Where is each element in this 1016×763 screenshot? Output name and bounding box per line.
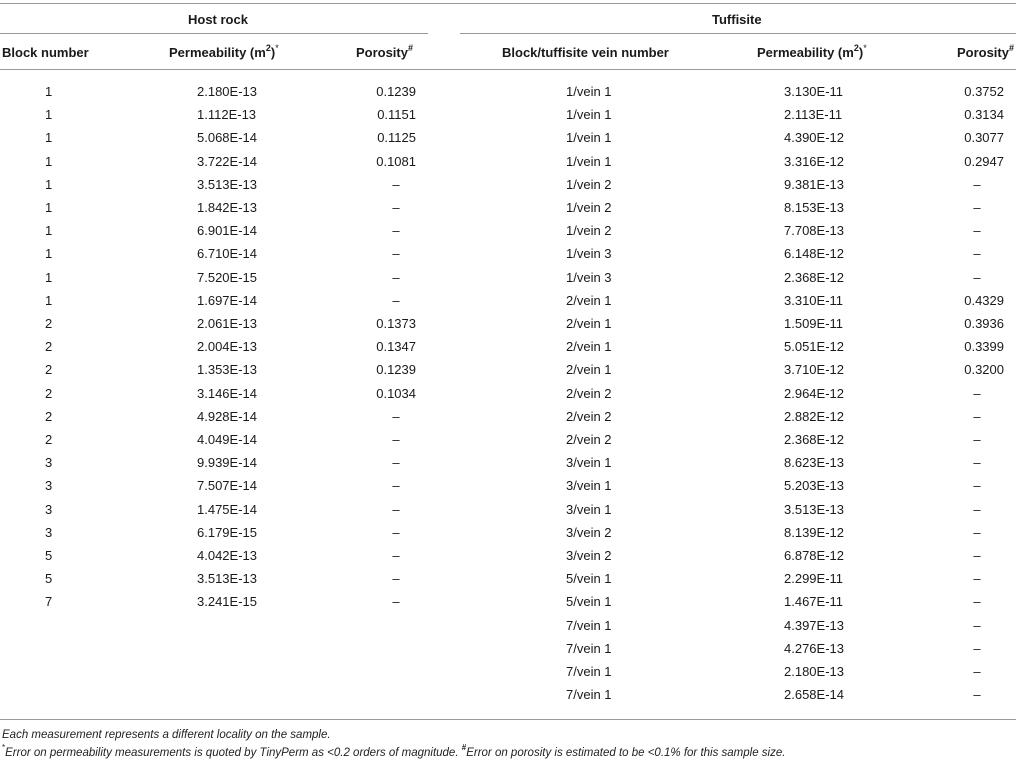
tuff-permeability-cell: 2.299E-11 <box>784 571 844 586</box>
tuff-permeability-cell: 5.051E-12 <box>784 339 844 354</box>
tuff-porosity-cell: – <box>973 571 981 586</box>
host-porosity-cell: 0.1081 <box>376 154 416 169</box>
host-rock-group-rule <box>0 33 428 34</box>
table-top-rule <box>0 3 1016 4</box>
tuff-block-vein-cell: 2/vein 2 <box>566 432 612 447</box>
tuff-block-vein-cell: 5/vein 1 <box>566 594 612 609</box>
tuff-block-vein-cell: 2/vein 2 <box>566 386 612 401</box>
host-permeability-cell: 6.901E-14 <box>197 223 257 238</box>
tuff-permeability-cell: 2.368E-12 <box>784 432 844 447</box>
tuff-porosity-cell: – <box>973 270 981 285</box>
tuff-porosity-cell: 0.3077 <box>964 130 1004 145</box>
tuff-permeability-cell: 2.658E-14 <box>784 687 844 702</box>
tuff-permeability-cell: 8.153E-13 <box>784 200 844 215</box>
host-porosity-cell: – <box>392 223 400 238</box>
host-porosity-cell: – <box>392 200 400 215</box>
host-block-number-cell: 2 <box>45 316 53 331</box>
host-porosity-cell: 0.1151 <box>377 107 416 122</box>
host-rock-group-header: Host rock <box>188 12 248 27</box>
host-block-number-cell: 1 <box>45 84 53 99</box>
tuff-porosity-cell: – <box>973 478 981 493</box>
host-block-number-cell: 5 <box>45 571 53 586</box>
tuff-porosity-cell: – <box>973 409 981 424</box>
host-porosity-cell: 0.1347 <box>376 339 416 354</box>
host-porosity-cell: – <box>392 455 400 470</box>
host-block-number-cell: 1 <box>45 246 53 261</box>
host-porosity-cell: – <box>392 594 400 609</box>
host-block-number-cell: 7 <box>45 594 53 609</box>
host-block-number-cell: 1 <box>45 130 53 145</box>
host-block-number-cell: 2 <box>45 362 53 377</box>
tuff-permeability-cell: 4.390E-12 <box>784 130 844 145</box>
host-permeability-cell: 1.353E-13 <box>197 362 257 377</box>
tuff-permeability-cell: 2.180E-13 <box>784 664 844 679</box>
host-porosity-cell: 0.1239 <box>376 362 416 377</box>
tuff-block-vein-cell: 2/vein 1 <box>566 293 612 308</box>
host-permeability-cell: 4.042E-13 <box>197 548 257 563</box>
tuff-block-vein-cell: 1/vein 1 <box>566 107 612 122</box>
tuff-block-vein-cell: 1/vein 2 <box>566 200 612 215</box>
tuff-porosity-cell: – <box>973 223 981 238</box>
host-permeability-cell: 3.513E-13 <box>197 177 257 192</box>
host-permeability-cell: 2.004E-13 <box>197 339 257 354</box>
host-permeability-cell: 2.061E-13 <box>197 316 257 331</box>
host-block-number-cell: 2 <box>45 432 53 447</box>
tuff-block-vein-cell: 1/vein 3 <box>566 246 612 261</box>
host-block-number-cell: 1 <box>45 270 53 285</box>
tuff-permeability-cell: 9.381E-13 <box>784 177 844 192</box>
host-block-number-cell: 5 <box>45 548 53 563</box>
host-porosity-cell: 0.1034 <box>376 386 416 401</box>
host-permeability-cell: 1.842E-13 <box>197 200 257 215</box>
tuff-block-vein-cell: 2/vein 1 <box>566 339 612 354</box>
tuff-block-vein-cell: 7/vein 1 <box>566 664 612 679</box>
tuff-block-vein-cell: 1/vein 3 <box>566 270 612 285</box>
tuff-porosity-cell: – <box>973 455 981 470</box>
tuff-porosity-cell: – <box>973 664 981 679</box>
tuff-block-vein-cell: 1/vein 1 <box>566 130 612 145</box>
tuff-block-vein-cell: 2/vein 2 <box>566 409 612 424</box>
host-porosity-cell: – <box>392 246 400 261</box>
host-permeability-cell: 4.049E-14 <box>197 432 257 447</box>
tuff-porosity-cell: 0.2947 <box>964 154 1004 169</box>
tuff-porosity-cell: – <box>973 386 981 401</box>
tuff-porosity-cell: 0.3399 <box>964 339 1004 354</box>
tuff-permeability-cell: 4.397E-13 <box>784 618 844 633</box>
tuff-block-vein-cell: 3/vein 1 <box>566 455 612 470</box>
host-porosity-cell: 0.1125 <box>377 130 416 145</box>
tuff-block-vein-cell: 5/vein 1 <box>566 571 612 586</box>
host-permeability-cell: 3.722E-14 <box>197 154 257 169</box>
host-permeability-cell: 7.520E-15 <box>197 270 257 285</box>
tuff-permeability-cell: 1.509E-11 <box>784 316 844 331</box>
host-block-number-cell: 3 <box>45 455 53 470</box>
tuff-permeability-cell: 3.310E-11 <box>784 293 844 308</box>
host-block-number-cell: 3 <box>45 525 53 540</box>
tuff-permeability-cell: 3.316E-12 <box>784 154 844 169</box>
tuff-permeability-cell: 3.710E-12 <box>784 362 844 377</box>
tuff-porosity-cell: – <box>973 594 981 609</box>
footnote-locality: Each measurement represents a different locality on the sample. <box>2 729 331 741</box>
tuff-block-vein-cell: 1/vein 1 <box>566 154 612 169</box>
tuff-porosity-cell: – <box>973 687 981 702</box>
tuff-permeability-cell: 5.203E-13 <box>784 478 844 493</box>
header-bottom-rule <box>0 69 1016 70</box>
tuff-permeability-cell: 3.130E-11 <box>784 84 844 99</box>
host-block-number-cell: 2 <box>45 409 53 424</box>
host-block-number-cell: 3 <box>45 502 53 517</box>
tuff-permeability-header: Permeability $(m^2)^*$ <box>757 42 867 60</box>
tuff-block-vein-cell: 3/vein 1 <box>566 478 612 493</box>
tuff-permeability-cell: 6.878E-12 <box>784 548 844 563</box>
host-porosity-cell: – <box>392 432 400 447</box>
host-block-number-cell: 1 <box>45 200 53 215</box>
host-block-number-cell: 1 <box>45 223 53 238</box>
tuff-block-vein-cell: 1/vein 1 <box>566 84 612 99</box>
host-porosity-cell: – <box>392 548 400 563</box>
host-permeability-cell: 9.939E-14 <box>197 455 257 470</box>
tuff-block-vein-cell: 3/vein 1 <box>566 502 612 517</box>
host-porosity-cell: – <box>392 177 400 192</box>
tuff-porosity-cell: – <box>973 525 981 540</box>
tuff-porosity-cell: – <box>973 432 981 447</box>
host-permeability-cell: 3.241E-15 <box>197 594 257 609</box>
tuff-block-vein-cell: 3/vein 2 <box>566 525 612 540</box>
footnote-errors: *Error on permeability measurements is quoted by TinyPerm as <0.2 orders of magnitude. #Error on porosity is estimated to be <0.1% for this sample size. <box>2 743 786 759</box>
host-permeability-cell: 7.507E-14 <box>197 478 257 493</box>
tuff-block-vein-cell: 7/vein 1 <box>566 687 612 702</box>
tuff-porosity-cell: – <box>973 200 981 215</box>
tuff-porosity-cell: – <box>973 618 981 633</box>
tuffisite-group-rule <box>460 33 1016 34</box>
tuff-block-vein-cell: 7/vein 1 <box>566 618 612 633</box>
host-permeability-cell: 2.180E-13 <box>197 84 257 99</box>
host-porosity-cell: – <box>392 409 400 424</box>
tuff-porosity-cell: 0.3134 <box>964 107 1004 122</box>
tuff-porosity-cell: – <box>973 246 981 261</box>
tuff-block-vein-cell: 1/vein 2 <box>566 223 612 238</box>
tuff-permeability-cell: 2.882E-12 <box>784 409 844 424</box>
host-permeability-cell: 3.146E-14 <box>197 386 257 401</box>
host-porosity-cell: – <box>392 270 400 285</box>
host-permeability-cell: 1.475E-14 <box>197 502 257 517</box>
host-porosity-cell: 0.1373 <box>376 316 416 331</box>
host-permeability-cell: 6.179E-15 <box>197 525 257 540</box>
host-permeability-cell: 4.928E-14 <box>197 409 257 424</box>
tuff-permeability-cell: 7.708E-13 <box>784 223 844 238</box>
host-porosity-cell: 0.1239 <box>376 84 416 99</box>
tuff-block-vein-header: Block/tuffisite vein number <box>502 45 669 60</box>
host-block-number-cell: 1 <box>45 293 53 308</box>
tuff-permeability-cell: 2.113E-11 <box>784 107 843 122</box>
host-block-number-cell: 2 <box>45 386 53 401</box>
host-porosity-cell: – <box>392 571 400 586</box>
tuff-permeability-cell: 1.467E-11 <box>784 594 844 609</box>
tuff-porosity-cell: – <box>973 502 981 517</box>
host-permeability-header: Permeability $(m^2)^*$ <box>169 42 279 60</box>
host-permeability-cell: 1.112E-13 <box>197 107 257 122</box>
tuff-block-vein-cell: 1/vein 2 <box>566 177 612 192</box>
host-permeability-cell: 3.513E-13 <box>197 571 257 586</box>
host-porosity-cell: – <box>392 525 400 540</box>
tuff-permeability-cell: 4.276E-13 <box>784 641 844 656</box>
tuff-permeability-cell: 6.148E-12 <box>784 246 844 261</box>
tuff-porosity-cell: 0.4329 <box>964 293 1004 308</box>
host-block-number-cell: 1 <box>45 154 53 169</box>
tuff-block-vein-cell: 7/vein 1 <box>566 641 612 656</box>
tuff-permeability-cell: 3.513E-13 <box>784 502 844 517</box>
tuff-porosity-cell: – <box>973 177 981 192</box>
host-porosity-cell: – <box>392 502 400 517</box>
tuff-block-vein-cell: 3/vein 2 <box>566 548 612 563</box>
tuff-permeability-cell: 2.964E-12 <box>784 386 844 401</box>
host-permeability-cell: 6.710E-14 <box>197 246 257 261</box>
tuffisite-group-header: Tuffisite <box>712 12 762 27</box>
host-block-number-cell: 3 <box>45 478 53 493</box>
tuff-porosity-header: Porosity# <box>956 42 1014 60</box>
host-block-number-cell: 1 <box>45 177 53 192</box>
tuff-porosity-cell: 0.3936 <box>964 316 1004 331</box>
host-porosity-cell: – <box>392 478 400 493</box>
tuff-porosity-cell: 0.3200 <box>964 362 1004 377</box>
tuff-permeability-cell: 8.139E-12 <box>784 525 844 540</box>
tuff-block-vein-cell: 2/vein 1 <box>566 316 612 331</box>
table-bottom-rule <box>0 719 1016 720</box>
tuff-permeability-cell: 8.623E-13 <box>784 455 844 470</box>
tuff-porosity-cell: – <box>973 548 981 563</box>
host-permeability-cell: 5.068E-14 <box>197 130 257 145</box>
tuff-porosity-cell: – <box>973 641 981 656</box>
host-porosity-cell: – <box>392 293 400 308</box>
tuff-permeability-cell: 2.368E-12 <box>784 270 844 285</box>
host-block-number-cell: 1 <box>45 107 53 122</box>
host-block-number-header: Block number <box>2 45 89 60</box>
host-permeability-cell: 1.697E-14 <box>197 293 257 308</box>
host-porosity-header: Porosity# <box>355 42 413 60</box>
host-block-number-cell: 2 <box>45 339 53 354</box>
tuff-porosity-cell: 0.3752 <box>964 84 1004 99</box>
tuff-block-vein-cell: 2/vein 1 <box>566 362 612 377</box>
